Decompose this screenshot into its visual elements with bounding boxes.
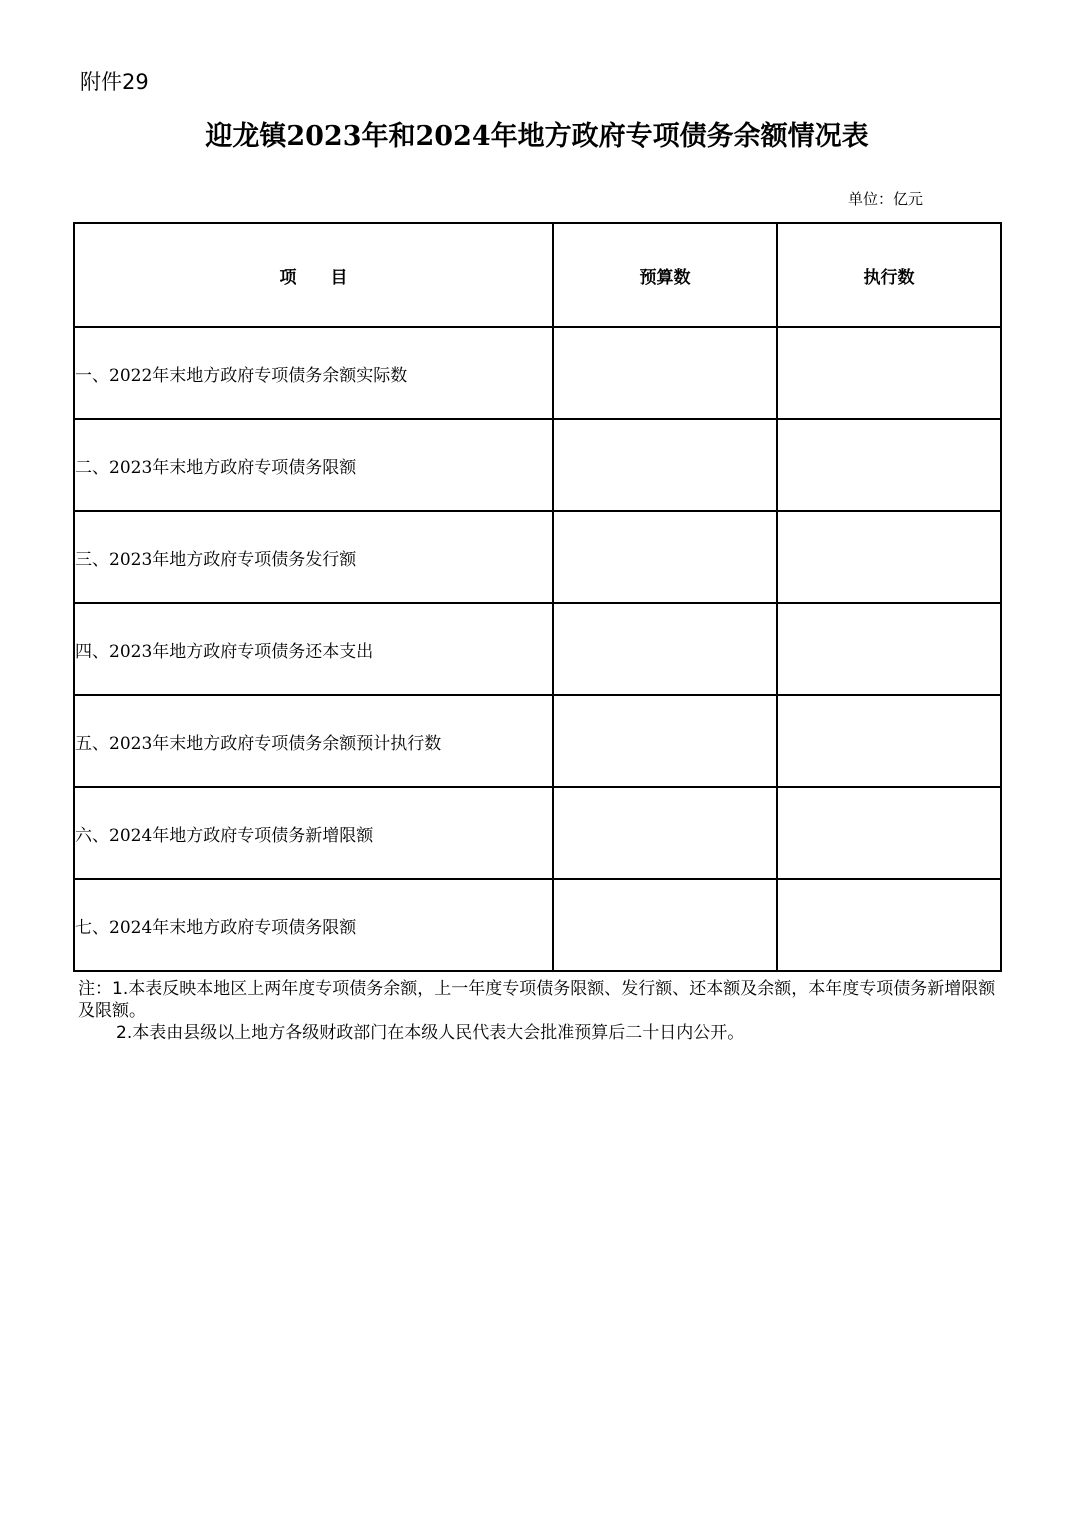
row-item-label: 五、2023年末地方政府专项债务余额预计执行数: [74, 695, 553, 787]
row-budget-cell: [553, 787, 777, 879]
row-budget-cell: [553, 879, 777, 971]
attachment-label: 附件29: [80, 70, 149, 94]
table-row: [74, 511, 1001, 603]
row-item-label: 六、2024年地方政府专项债务新增限额: [74, 787, 553, 879]
debt-balance-table: [73, 222, 1002, 972]
row-budget-cell: [553, 511, 777, 603]
row-item-label: 二、2023年末地方政府专项债务限额: [74, 419, 553, 511]
table-row: [74, 695, 1001, 787]
header-budget: 预算数: [553, 223, 777, 327]
table-row: [74, 419, 1001, 511]
row-actual-cell: [777, 879, 1001, 971]
row-item-label: 三、2023年地方政府专项债务发行额: [74, 511, 553, 603]
table-row: [74, 879, 1001, 971]
page-title: 迎龙镇2023年和2024年地方政府专项债务余额情况表: [205, 121, 869, 152]
table-row: [74, 787, 1001, 879]
table-notes: [78, 978, 998, 1044]
note-1: 注：1.本表反映本地区上两年度专项债务余额，上一年度专项债务限额、发行额、还本额及余额，本年度专项债务新增限额及限额。: [78, 979, 996, 1021]
row-budget-cell: [553, 419, 777, 511]
row-item-label: 四、2023年地方政府专项债务还本支出: [74, 603, 553, 695]
row-budget-cell: [553, 603, 777, 695]
unit-label: 单位：亿元: [848, 190, 924, 208]
header-actual: 执行数: [777, 223, 1001, 327]
row-item-label: 一、2022年末地方政府专项债务余额实际数: [74, 327, 553, 419]
row-budget-cell: [553, 695, 777, 787]
table-header-row: [74, 223, 1001, 327]
row-budget-cell: [553, 327, 777, 419]
note-2: 2.本表由县级以上地方各级财政部门在本级人民代表大会批准预算后二十日内公开。: [116, 1023, 745, 1043]
row-actual-cell: [777, 419, 1001, 511]
header-item: 项 目: [74, 223, 553, 327]
row-actual-cell: [777, 695, 1001, 787]
row-actual-cell: [777, 327, 1001, 419]
row-actual-cell: [777, 603, 1001, 695]
table-row: [74, 327, 1001, 419]
row-actual-cell: [777, 511, 1001, 603]
table-row: [74, 603, 1001, 695]
row-item-label: 七、2024年末地方政府专项债务限额: [74, 879, 553, 971]
row-actual-cell: [777, 787, 1001, 879]
